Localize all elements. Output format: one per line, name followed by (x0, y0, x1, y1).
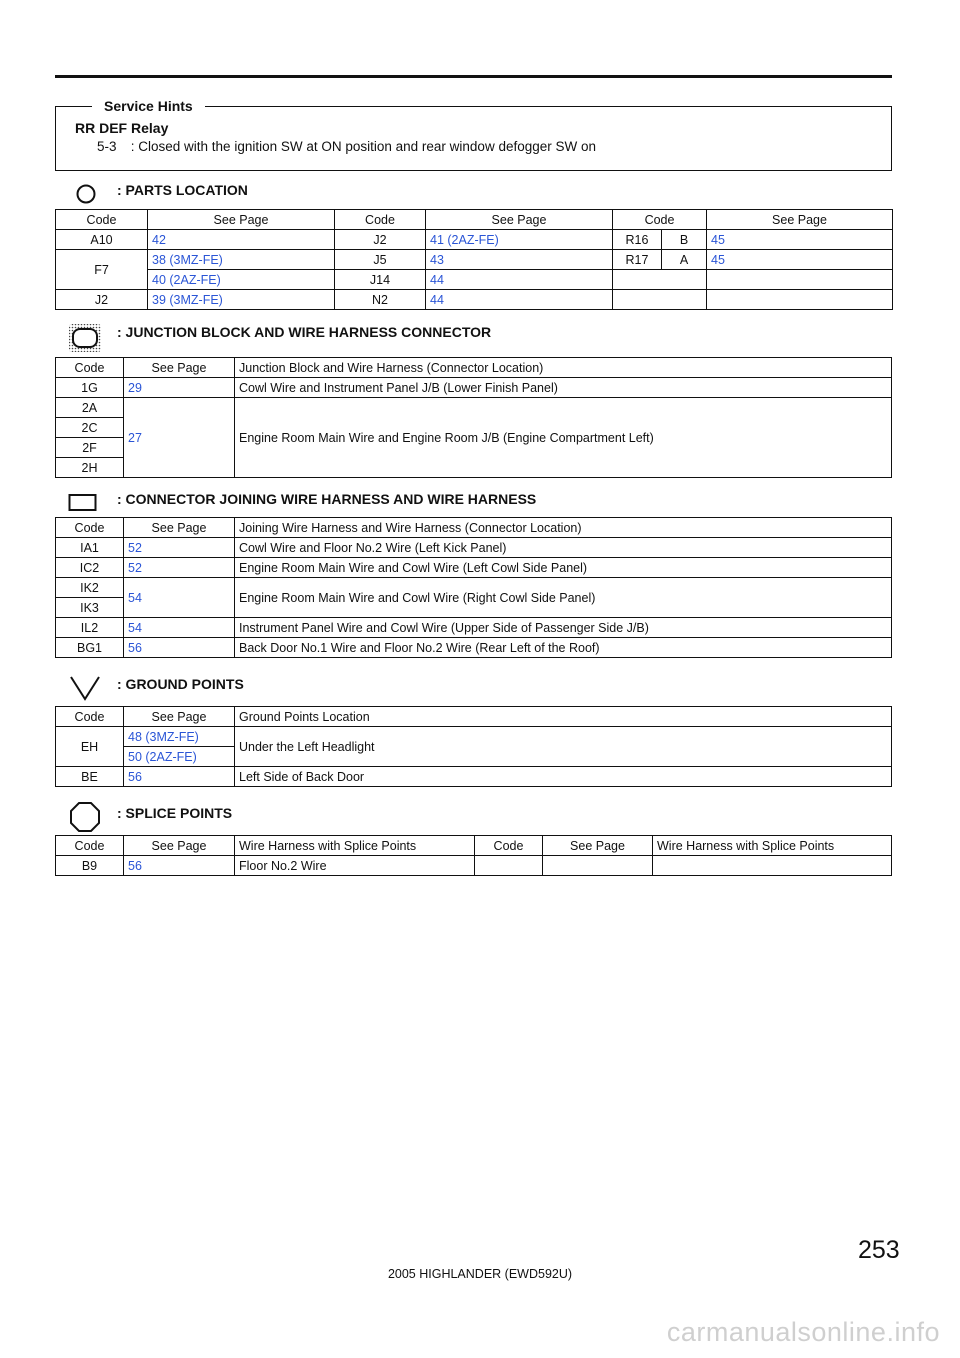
page-link[interactable]: 52 (124, 558, 235, 578)
header-cell: Wire Harness with Splice Points (653, 836, 892, 856)
page-link[interactable]: 45 (707, 250, 893, 270)
page-link[interactable]: 54 (124, 618, 235, 638)
location-cell: Left Side of Back Door (235, 767, 892, 787)
code-cell: BG1 (56, 638, 124, 658)
splice-points-section (55, 803, 892, 873)
table-row (56, 618, 892, 638)
page-link[interactable]: 27 (124, 398, 235, 478)
header-cell: Code (56, 358, 124, 378)
table-header-row (56, 210, 893, 230)
splice-points-table (55, 835, 892, 876)
code-cell: J5 (335, 250, 426, 270)
connector-joining-section (55, 489, 892, 655)
code-cell: BE (56, 767, 124, 787)
code-cell: R16 (613, 230, 662, 250)
header-cell: Code (56, 836, 124, 856)
ground-points-title: : GROUND POINTS (117, 676, 244, 692)
service-hints-legend: Service Hints (92, 97, 205, 115)
empty-cell (653, 856, 892, 876)
table-row (56, 558, 892, 578)
empty-cell (707, 290, 893, 310)
top-rule (55, 75, 892, 78)
table-row (56, 290, 893, 310)
code-cell: 2C (56, 418, 124, 438)
page-link[interactable]: 38 (3MZ-FE) (148, 250, 335, 270)
table-header-row (56, 518, 892, 538)
location-cell: Engine Room Main Wire and Cowl Wire (Left Cowl Side Panel) (235, 558, 892, 578)
location-cell: Back Door No.1 Wire and Floor No.2 Wire (Rear Left of the Roof) (235, 638, 892, 658)
header-cell: See Page (124, 836, 235, 856)
code-cell: 1G (56, 378, 124, 398)
code-cell: 2H (56, 458, 124, 478)
code-cell: R17 (613, 250, 662, 270)
triangle-down-icon (69, 674, 101, 702)
header-cell: Ground Points Location (235, 707, 892, 727)
page-link[interactable]: 48 (3MZ-FE) (124, 727, 235, 747)
parts-location-section (55, 180, 892, 307)
page-link[interactable]: 44 (426, 270, 613, 290)
table-row (56, 538, 892, 558)
watermark: carmanualsonline.info (666, 1317, 940, 1347)
location-cell: Instrument Panel Wire and Cowl Wire (Upper Side of Passenger Side J/B) (235, 618, 892, 638)
junction-block-title: : JUNCTION BLOCK AND WIRE HARNESS CONNECTOR (117, 324, 492, 340)
service-hint-code: 5-3 (97, 139, 117, 154)
table-row (56, 270, 893, 290)
location-cell: Cowl Wire and Floor No.2 Wire (Left Kick Panel) (235, 538, 892, 558)
junction-block-header (55, 322, 892, 342)
code-cell: IK3 (56, 598, 124, 618)
page-link[interactable]: 56 (124, 638, 235, 658)
page-link[interactable]: 44 (426, 290, 613, 310)
splice-points-header (55, 803, 892, 823)
code-cell: 2F (56, 438, 124, 458)
empty-cell (613, 270, 707, 290)
ground-points-section (55, 674, 892, 784)
header-cell: See Page (124, 707, 235, 727)
connector-joining-header (55, 489, 892, 509)
code-cell: IK2 (56, 578, 124, 598)
code-cell: 2A (56, 398, 124, 418)
table-row (56, 250, 893, 270)
page-link[interactable]: 45 (707, 230, 893, 250)
table-row (56, 856, 892, 876)
service-hints-box (55, 98, 892, 171)
splice-points-title: : SPLICE POINTS (117, 805, 233, 821)
header-cell: See Page (426, 210, 613, 230)
header-cell: See Page (543, 836, 653, 856)
parts-location-table (55, 209, 893, 310)
empty-cell (613, 290, 707, 310)
header-cell: Code (56, 210, 148, 230)
service-hint-item (97, 139, 596, 154)
header-cell: Code (613, 210, 707, 230)
location-cell: Engine Room Main Wire and Cowl Wire (Right Cowl Side Panel) (235, 578, 892, 618)
ground-points-header (55, 674, 892, 694)
header-cell: Code (56, 518, 124, 538)
header-cell: Joining Wire Harness and Wire Harness (Connector Location) (235, 518, 892, 538)
table-row (56, 378, 892, 398)
header-cell: See Page (124, 358, 235, 378)
table-header-row (56, 358, 892, 378)
code-cell: IC2 (56, 558, 124, 578)
junction-block-section (55, 322, 892, 475)
code-cell: J2 (335, 230, 426, 250)
location-cell: Floor No.2 Wire (235, 856, 475, 876)
page-link[interactable]: 29 (124, 378, 235, 398)
service-hint-text: : Closed with the ignition SW at ON position and rear window defogger SW on (130, 139, 597, 154)
code-cell: IL2 (56, 618, 124, 638)
header-cell: Code (335, 210, 426, 230)
page-footer: 2005 HIGHLANDER (EWD592U) (387, 1267, 573, 1281)
page-link[interactable]: 43 (426, 250, 613, 270)
table-row (56, 638, 892, 658)
header-cell: See Page (707, 210, 893, 230)
header-cell: Code (475, 836, 543, 856)
table-header-row (56, 836, 892, 856)
code-cell: IA1 (56, 538, 124, 558)
code-cell: F7 (56, 250, 148, 290)
hatched-rounded-rect-icon (68, 323, 102, 353)
code-cell: EH (56, 727, 124, 767)
sub-code-cell: B (662, 230, 707, 250)
header-cell: Code (56, 707, 124, 727)
page-link[interactable]: 52 (124, 538, 235, 558)
code-cell: A10 (56, 230, 148, 250)
table-row (56, 230, 893, 250)
page-link[interactable]: 56 (124, 856, 235, 876)
junction-block-table (55, 357, 892, 478)
header-cell: Junction Block and Wire Harness (Connector Location) (235, 358, 892, 378)
page-link[interactable]: 56 (124, 767, 235, 787)
code-cell: J14 (335, 270, 426, 290)
page-link[interactable]: 54 (124, 578, 235, 618)
table-row (56, 727, 892, 747)
parts-location-header (55, 180, 892, 200)
location-cell: Engine Room Main Wire and Engine Room J/B (Engine Compartment Left) (235, 398, 892, 478)
code-cell: B9 (56, 856, 124, 876)
service-hints-title: RR DEF Relay (75, 120, 169, 136)
sub-code-cell: A (662, 250, 707, 270)
code-cell: J2 (56, 290, 148, 310)
header-cell: Wire Harness with Splice Points (235, 836, 475, 856)
empty-cell (707, 270, 893, 290)
parts-location-title: : PARTS LOCATION (117, 182, 248, 198)
header-cell: See Page (148, 210, 335, 230)
empty-cell (543, 856, 653, 876)
table-row (56, 398, 892, 418)
empty-cell (475, 856, 543, 876)
page-link[interactable]: 50 (2AZ-FE) (124, 747, 235, 767)
page-link[interactable]: 40 (2AZ-FE) (148, 270, 335, 290)
table-row (56, 578, 892, 598)
connector-joining-title: : CONNECTOR JOINING WIRE HARNESS AND WIRE HARNESS (117, 491, 537, 507)
rectangle-icon (68, 493, 98, 513)
page-link[interactable]: 42 (148, 230, 335, 250)
connector-joining-table (55, 517, 892, 658)
page-link[interactable]: 41 (2AZ-FE) (426, 230, 613, 250)
octagon-icon (69, 801, 101, 833)
ground-points-table (55, 706, 892, 787)
header-cell: See Page (124, 518, 235, 538)
table-header-row (56, 707, 892, 727)
page-link[interactable]: 39 (3MZ-FE) (148, 290, 335, 310)
location-cell: Under the Left Headlight (235, 727, 892, 767)
location-cell: Cowl Wire and Instrument Panel J/B (Lower Finish Panel) (235, 378, 892, 398)
page-number: 253 (858, 1236, 900, 1264)
table-row (56, 767, 892, 787)
circle-icon (75, 183, 97, 205)
code-cell: N2 (335, 290, 426, 310)
